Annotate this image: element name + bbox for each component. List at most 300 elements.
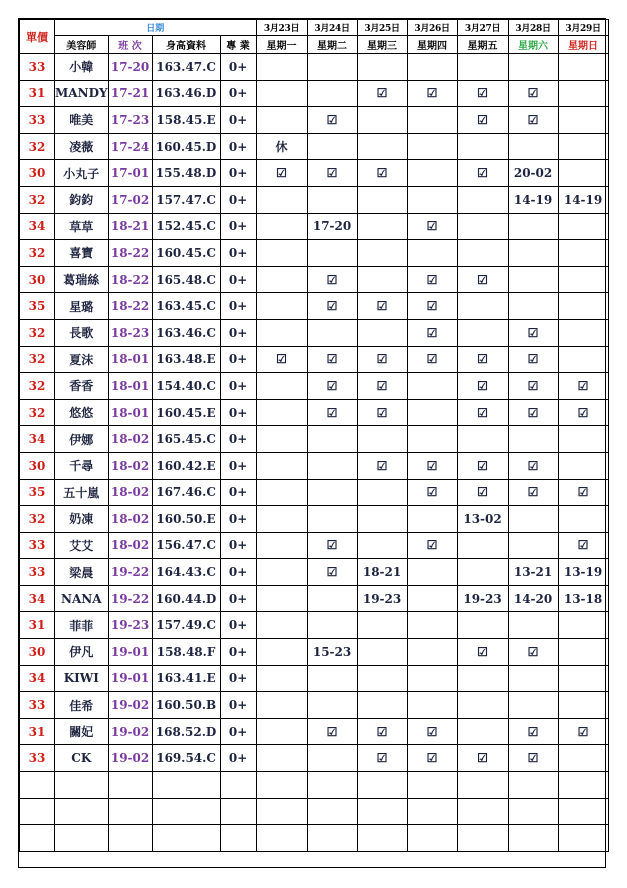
class-cell: 19-23 [108,612,152,639]
day-cell [307,452,357,479]
blank-cell [108,798,152,825]
day-cell [307,186,357,213]
blank-cell [307,798,357,825]
day-cell [558,266,608,293]
pro-cell: 0+ [220,373,256,400]
check-icon: ☑ [357,399,407,426]
price-cell: 33 [20,107,55,134]
day-cell [357,186,407,213]
check-icon: ☑ [457,107,508,134]
class-cell: 18-01 [108,399,152,426]
day-cell [558,692,608,719]
price-cell: 34 [20,665,55,692]
day-cell: 15-23 [307,639,357,666]
day-cell [558,54,608,81]
height-cell: 163.41.E [152,665,220,692]
day-cell [407,506,457,533]
check-icon: ☑ [307,160,357,187]
check-icon: ☑ [457,346,508,373]
day-cell [558,612,608,639]
check-icon: ☑ [357,718,407,745]
class-cell: 19-02 [108,718,152,745]
pro-cell: 0+ [220,585,256,612]
blank-cell [307,825,357,852]
stylist-name-cell: 菲菲 [55,612,109,639]
height-cell: 160.44.D [152,585,220,612]
pro-header: 專 業 [220,36,256,54]
blank-cell [55,772,109,799]
check-icon: ☑ [457,452,508,479]
blank-cell [20,825,55,852]
pro-cell: 0+ [220,213,256,240]
pro-cell: 0+ [220,399,256,426]
check-icon: ☑ [457,160,508,187]
table-row [20,506,609,533]
blank-cell [558,798,608,825]
day-cell [407,559,457,586]
check-icon: ☑ [457,745,508,772]
table-row [20,692,609,719]
day-cell [508,692,558,719]
day-cell [457,133,508,160]
blank-cell [508,798,558,825]
day-cell [307,612,357,639]
day-cell [256,266,307,293]
class-cell: 17-01 [108,160,152,187]
price-cell: 35 [20,293,55,320]
height-cell: 165.48.C [152,266,220,293]
height-cell: 163.47.C [152,54,220,81]
blank-cell [152,772,220,799]
price-cell: 32 [20,319,55,346]
class-cell: 18-02 [108,479,152,506]
day-cell [508,532,558,559]
day-cell [558,160,608,187]
height-cell: 164.43.C [152,559,220,586]
class-cell: 18-21 [108,213,152,240]
day-cell [407,399,457,426]
day-cell [407,692,457,719]
height-cell: 160.45.C [152,240,220,267]
day-cell [256,639,307,666]
class-cell: 19-22 [108,559,152,586]
blank-cell [357,798,407,825]
class-cell: 19-01 [108,665,152,692]
blank-cell [457,772,508,799]
price-cell: 33 [20,532,55,559]
day-cell: 14-19 [558,186,608,213]
day-cell [407,639,457,666]
check-icon: ☑ [307,718,357,745]
price-cell: 30 [20,452,55,479]
day-cell: 14-20 [508,585,558,612]
height-cell: 155.48.D [152,160,220,187]
table-row [20,373,609,400]
check-icon: ☑ [407,452,457,479]
day-cell [457,54,508,81]
class-cell: 17-24 [108,133,152,160]
date-header: 3月29日 [558,20,608,36]
day-cell [558,107,608,134]
height-cell: 152.45.C [152,213,220,240]
day-cell [457,240,508,267]
class-cell: 19-22 [108,585,152,612]
check-icon: ☑ [307,107,357,134]
pro-cell: 0+ [220,426,256,453]
table-row [20,452,609,479]
table-row [20,559,609,586]
stylist-name-cell: 唯美 [55,107,109,134]
pro-cell: 0+ [220,319,256,346]
class-cell: 18-01 [108,373,152,400]
day-cell [256,80,307,107]
day-cell [508,54,558,81]
table-row [20,346,609,373]
day-cell [256,213,307,240]
day-cell [407,240,457,267]
blank-cell [407,825,457,852]
day-cell [256,665,307,692]
day-cell [307,133,357,160]
day-cell [256,718,307,745]
day-cell [307,240,357,267]
height-cell: 154.40.C [152,373,220,400]
day-cell [256,293,307,320]
day-cell: 20-02 [508,160,558,187]
blank-row [20,772,609,799]
class-cell: 17-20 [108,54,152,81]
day-cell [256,319,307,346]
blank-cell [508,825,558,852]
check-icon: ☑ [307,399,357,426]
check-icon: ☑ [508,319,558,346]
price-cell: 30 [20,160,55,187]
check-icon: ☑ [357,373,407,400]
day-cell [357,692,407,719]
price-cell: 35 [20,479,55,506]
blank-cell [152,825,220,852]
day-cell [307,585,357,612]
blank-cell [152,798,220,825]
check-icon: ☑ [407,346,457,373]
day-cell [558,319,608,346]
day-cell [357,266,407,293]
blank-cell [20,798,55,825]
stylist-name-cell: 長歌 [55,319,109,346]
pro-cell: 0+ [220,745,256,772]
day-cell [407,54,457,81]
day-cell [558,346,608,373]
check-icon: ☑ [457,399,508,426]
day-cell [457,692,508,719]
table-row [20,426,609,453]
day-cell [457,426,508,453]
day-cell [307,745,357,772]
day-cell [256,479,307,506]
pro-cell: 0+ [220,186,256,213]
blank-row [20,798,609,825]
day-cell [256,54,307,81]
stylist-name-cell: 小韓 [55,54,109,81]
day-cell [307,665,357,692]
blank-cell [220,772,256,799]
blank-row [20,825,609,852]
date-header: 3月26日 [407,20,457,36]
day-cell [407,186,457,213]
pro-cell: 0+ [220,107,256,134]
height-header: 身高資料 [152,36,220,54]
day-cell [307,54,357,81]
day-cell [307,479,357,506]
pro-cell: 0+ [220,559,256,586]
table-row [20,612,609,639]
class-cell: 18-23 [108,319,152,346]
day-cell [457,532,508,559]
weekday-header: 星期二 [307,36,357,54]
day-cell [558,133,608,160]
table-row [20,266,609,293]
blank-cell [220,825,256,852]
table-row [20,718,609,745]
height-cell: 156.47.C [152,532,220,559]
price-cell: 33 [20,559,55,586]
price-header: 單價 [20,20,55,54]
blank-cell [108,825,152,852]
check-icon: ☑ [407,213,457,240]
day-cell [357,612,407,639]
day-cell [558,506,608,533]
height-cell: 157.49.C [152,612,220,639]
class-cell: 17-21 [108,80,152,107]
check-icon: ☑ [357,452,407,479]
pro-cell: 0+ [220,718,256,745]
table-row [20,133,609,160]
stylist-name-cell: 佳希 [55,692,109,719]
check-icon: ☑ [558,532,608,559]
pro-cell: 0+ [220,80,256,107]
check-icon: ☑ [508,718,558,745]
price-cell: 33 [20,745,55,772]
check-icon: ☑ [407,266,457,293]
class-cell: 17-23 [108,107,152,134]
day-cell [357,319,407,346]
day-cell [357,107,407,134]
day-cell [256,373,307,400]
stylist-name-cell: 草草 [55,213,109,240]
price-cell: 32 [20,399,55,426]
check-icon: ☑ [407,80,457,107]
stylist-name-cell: NANA [55,585,109,612]
day-cell [256,186,307,213]
day-cell [357,665,407,692]
price-cell: 34 [20,585,55,612]
pro-cell: 0+ [220,54,256,81]
day-cell [357,213,407,240]
stylist-name-cell: 奶凍 [55,506,109,533]
day-cell: 休 [256,133,307,160]
day-cell: 13-02 [457,506,508,533]
height-cell: 169.54.C [152,745,220,772]
check-icon: ☑ [508,452,558,479]
check-icon: ☑ [407,718,457,745]
price-cell: 33 [20,692,55,719]
stylist-name-cell: 星璐 [55,293,109,320]
pro-cell: 0+ [220,506,256,533]
weekday-header: 星期五 [457,36,508,54]
day-cell [407,585,457,612]
day-cell [256,426,307,453]
day-cell [307,80,357,107]
check-icon: ☑ [407,745,457,772]
day-cell [558,213,608,240]
day-cell [357,479,407,506]
weekday-header: 星期四 [407,36,457,54]
table-row [20,479,609,506]
weekday-header-sunday: 星期日 [558,36,608,54]
stylist-name-cell: KIWI [55,665,109,692]
day-cell [508,665,558,692]
day-cell [558,80,608,107]
day-cell [457,293,508,320]
class-cell: 18-02 [108,506,152,533]
day-cell [357,506,407,533]
day-cell: 13-21 [508,559,558,586]
day-cell [558,639,608,666]
stylist-name-cell: 小丸子 [55,160,109,187]
check-icon: ☑ [558,399,608,426]
day-cell [508,426,558,453]
height-cell: 160.45.E [152,399,220,426]
stylist-header: 美容師 [55,36,109,54]
height-cell: 158.45.E [152,107,220,134]
stylist-name-cell: 鈞鈞 [55,186,109,213]
check-icon: ☑ [407,479,457,506]
day-cell [508,240,558,267]
class-cell: 19-01 [108,639,152,666]
table-row [20,107,609,134]
blank-cell [220,798,256,825]
day-cell [256,532,307,559]
day-cell: 17-20 [307,213,357,240]
pro-cell: 0+ [220,266,256,293]
table-row [20,585,609,612]
height-cell: 163.45.C [152,293,220,320]
day-cell [357,426,407,453]
check-icon: ☑ [457,80,508,107]
check-icon: ☑ [558,718,608,745]
price-cell: 32 [20,240,55,267]
pro-cell: 0+ [220,293,256,320]
blank-cell [256,825,307,852]
height-cell: 163.46.C [152,319,220,346]
check-icon: ☑ [407,532,457,559]
class-cell: 18-02 [108,426,152,453]
price-cell: 30 [20,266,55,293]
day-cell [256,399,307,426]
height-cell: 160.50.B [152,692,220,719]
pro-cell: 0+ [220,133,256,160]
date-header: 3月27日 [457,20,508,36]
check-icon: ☑ [457,639,508,666]
blank-cell [357,825,407,852]
day-cell [407,665,457,692]
height-cell: 167.46.C [152,479,220,506]
check-icon: ☑ [357,80,407,107]
day-cell [558,426,608,453]
date-header: 3月25日 [357,20,407,36]
weekday-header: 星期三 [357,36,407,54]
pro-cell: 0+ [220,452,256,479]
day-cell [457,612,508,639]
table-row [20,745,609,772]
check-icon: ☑ [357,160,407,187]
blank-cell [256,798,307,825]
stylist-name-cell: 關妃 [55,718,109,745]
pro-cell: 0+ [220,160,256,187]
blank-cell [357,772,407,799]
schedule-sheet [19,19,609,852]
day-cell [508,266,558,293]
height-cell: 160.42.E [152,452,220,479]
day-cell [407,160,457,187]
table-row [20,240,609,267]
check-icon: ☑ [558,373,608,400]
day-cell [357,532,407,559]
blank-cell [407,798,457,825]
weekday-header: 星期一 [256,36,307,54]
day-cell [256,612,307,639]
day-cell [457,213,508,240]
day-cell [307,319,357,346]
table-row [20,293,609,320]
blank-cell [20,772,55,799]
blank-cell [558,772,608,799]
day-cell [558,293,608,320]
day-cell [357,639,407,666]
table-row [20,186,609,213]
height-cell: 160.50.E [152,506,220,533]
pro-cell: 0+ [220,639,256,666]
blank-cell [307,772,357,799]
check-icon: ☑ [508,373,558,400]
date-header: 3月28日 [508,20,558,36]
stylist-name-cell: 千尋 [55,452,109,479]
class-header: 班 次 [108,36,152,54]
weekday-header-saturday: 星期六 [508,36,558,54]
pro-cell: 0+ [220,612,256,639]
class-cell: 18-22 [108,240,152,267]
check-icon: ☑ [307,346,357,373]
day-cell [407,373,457,400]
day-cell [508,612,558,639]
day-cell [307,506,357,533]
day-cell [256,692,307,719]
day-cell [256,240,307,267]
stylist-name-cell: 凌薇 [55,133,109,160]
blank-cell [558,825,608,852]
day-cell [357,133,407,160]
day-cell [407,612,457,639]
check-icon: ☑ [256,160,307,187]
table-row [20,80,609,107]
day-cell [558,745,608,772]
height-cell: 168.52.D [152,718,220,745]
height-cell: 165.45.C [152,426,220,453]
table-row [20,532,609,559]
day-cell [407,107,457,134]
day-cell [407,133,457,160]
class-cell: 18-22 [108,293,152,320]
